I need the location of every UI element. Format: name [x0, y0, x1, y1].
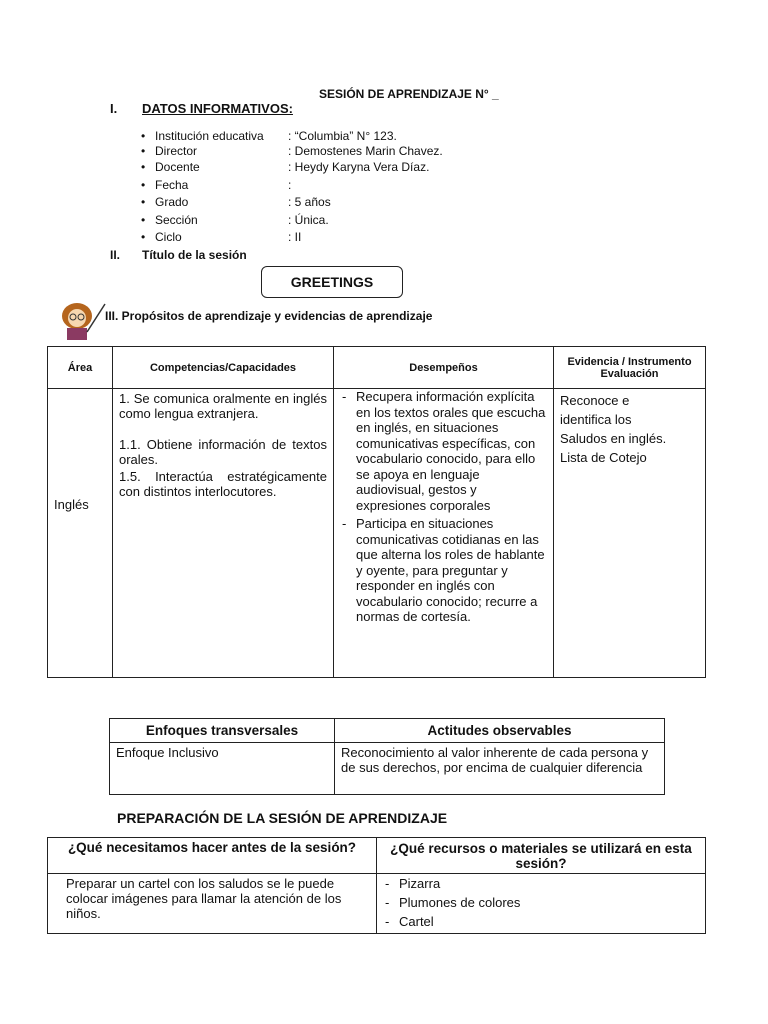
competencias-cell — [113, 389, 334, 678]
actitud-cell: Reconocimiento al valor inherente de cada persona y de sus derechos, por encima de cualquier diferencia — [335, 743, 665, 795]
capacidad: 1.1. Obtiene información de textos orales. — [119, 437, 327, 467]
info-value: : Heydy Karyna Vera Díaz. — [288, 160, 430, 174]
section-number: II. — [110, 248, 121, 262]
evidencia-line: Saludos en inglés. — [560, 431, 667, 446]
info-label: Fecha — [155, 178, 189, 192]
desempenos-cell — [334, 389, 554, 678]
evidencia-line: Lista de Cotejo — [560, 450, 647, 465]
info-label: Institución educativa — [155, 129, 264, 143]
column-header: Competencias/Capacidades — [113, 347, 334, 389]
enfoque-cell: Enfoque Inclusivo — [110, 743, 335, 795]
column-header: Actitudes observables — [335, 719, 665, 743]
column-header: Enfoques transversales — [110, 719, 335, 743]
info-value: : Demostenes Marin Chavez. — [288, 144, 443, 158]
materials-cell — [377, 874, 706, 934]
column-header: ¿Qué necesitamos hacer antes de la sesión? — [48, 838, 377, 874]
document-title: SESIÓN DE APRENDIZAJE N° _ — [319, 87, 499, 101]
info-label: Director — [155, 144, 198, 158]
evidencia-line: Reconoce e — [560, 393, 630, 408]
info-value: : II — [288, 230, 302, 244]
bullet-icon: • — [141, 195, 146, 209]
column-header: Desempeños — [334, 347, 554, 389]
before-cell: Preparar un cartel con los saludos se le puede colocar imágenes para llamar la atención de los niños. — [48, 874, 377, 934]
material-item: - Plumones de colores — [383, 893, 699, 912]
section-title: III. Propósitos de aprendizaje y evidencias de aprendizaje — [105, 309, 433, 323]
desempeno-item: - Recupera información explícita en los textos orales que escucha en inglés, en situaciones comunicativas específicas, con vocabulario conocido, para ello se apoya en lenguaje audiovisual, gestos y expresiones corporales — [340, 389, 547, 513]
bullet-icon: • — [141, 160, 146, 174]
info-value: : “Columbia” N° 123. — [288, 129, 397, 143]
session-title-box: GREETINGS — [261, 266, 403, 298]
info-label: Grado — [155, 195, 189, 209]
info-label: Ciclo — [155, 230, 182, 244]
capacidad: 1.5. Interactúa estratégicamente con distintos interlocutores. — [119, 469, 327, 499]
column-header: ¿Qué recursos o materiales se utilizará en esta sesión? — [377, 838, 706, 874]
bullet-icon: • — [141, 213, 146, 227]
preparation-title: PREPARACIÓN DE LA SESIÓN DE APRENDIZAJE — [117, 810, 448, 826]
info-label: Docente — [155, 160, 200, 174]
bullet-icon: • — [141, 129, 146, 143]
info-value: : Única. — [288, 213, 329, 227]
section-title: DATOS INFORMATIVOS: — [142, 101, 293, 116]
desempeno-item: - Participa en situaciones comunicativas cotidianas en las que alterna los roles de hablante y oyente, para preguntar y responder en inglés con vocabulario conocido; recurre a normas de cortesía. — [340, 516, 547, 625]
competencia: 1. Se comunica oralmente en inglés como lengua extranjera. — [119, 391, 327, 421]
teacher-icon — [55, 298, 107, 342]
bullet-icon: • — [141, 230, 146, 244]
info-value: : 5 años — [288, 195, 331, 209]
enfoques-table — [109, 718, 665, 795]
bullet-icon: • — [141, 178, 146, 192]
area-cell: Inglés — [48, 389, 113, 678]
material-item: - Cartel — [383, 912, 699, 931]
preparation-table — [47, 837, 706, 934]
column-header: Evidencia / Instrumento Evaluación — [554, 347, 706, 389]
column-header: Área — [48, 347, 113, 389]
section-title: Título de la sesión — [142, 248, 247, 262]
evidencia-line: identifica los — [560, 412, 632, 427]
bullet-icon: • — [141, 144, 146, 158]
purposes-table — [47, 346, 706, 678]
section-number: I. — [110, 101, 118, 116]
evidencia-cell — [554, 389, 706, 678]
info-value: : — [288, 178, 292, 192]
info-label: Sección — [155, 213, 198, 227]
material-item: - Pizarra — [383, 874, 699, 893]
